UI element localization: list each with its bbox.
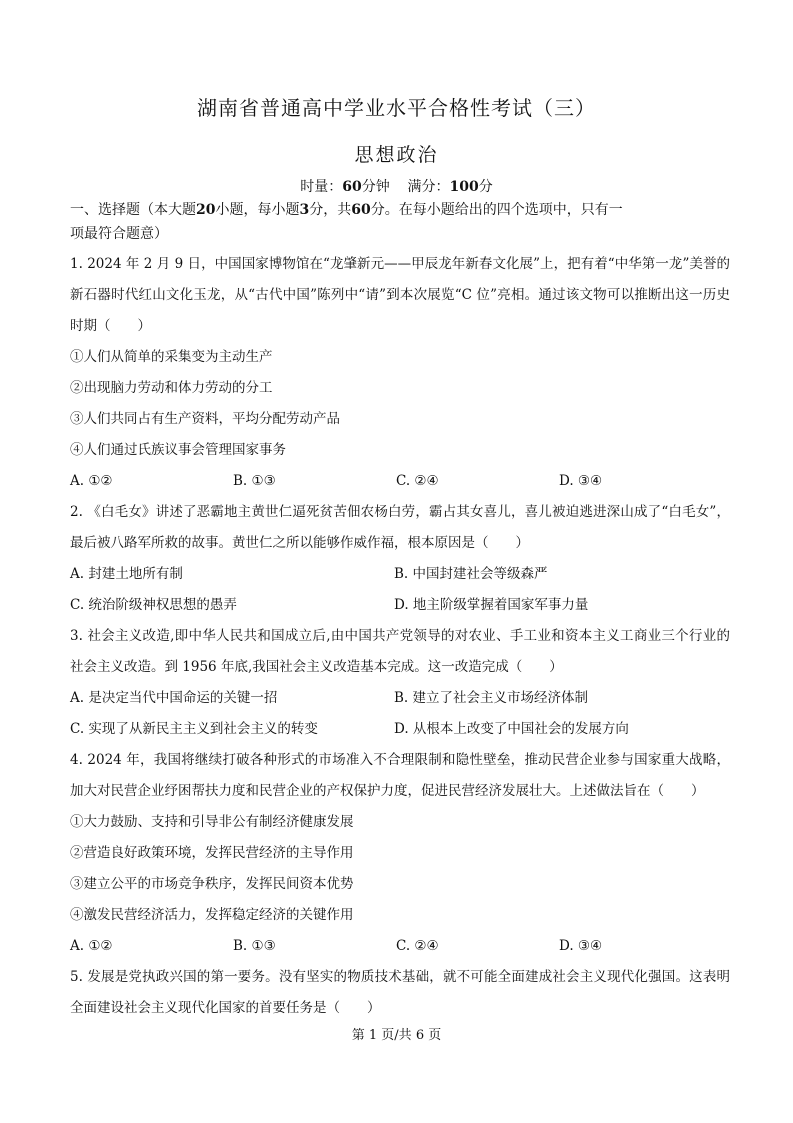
option-a: A. 是决定当代中国命运的关键一招 (70, 690, 278, 706)
subject-title: 思想政治 (354, 144, 439, 166)
time-unit: 分钟 (361, 179, 390, 195)
question-5 (70, 962, 730, 1024)
option-a: A. 封建土地所有制 (70, 566, 183, 582)
question-4-item-3: ③建立公平的市场竞争秩序，发挥民间资本优势 (70, 876, 354, 892)
score-value: 100 (449, 179, 479, 195)
option-d: D. 地主阶级掌握着国家军事力量 (394, 597, 589, 613)
question-1-item-2: ②出现脑力劳动和体力劳动的分工 (70, 380, 273, 396)
time-value: 60 (342, 179, 362, 195)
question-4-text: 4. 2024 年，我国将继续打破各种形式的市场准入不合理限制和隐性壁垒，推动民营企业参与国家重大战略，加大对民营企业纾困帮扶力度和民营企业的产权保护力度，促进民营经济发展壮大。上述做法旨在（ ） (70, 752, 730, 799)
option-d: D. ③④ (559, 473, 603, 489)
question-1-item-3: ③人们共同占有生产资料，平均分配劳动产品 (70, 411, 340, 427)
question-4-item-1: ①大力鼓励、支持和引导非公有制经济健康发展 (70, 814, 354, 830)
option-a: A. ①② (70, 938, 113, 954)
question-2-options-row-1 (70, 559, 730, 590)
question-4-item-2: ②营造良好政策环境，发挥民营经济的主导作用 (70, 845, 354, 861)
question-1-text: 1. 2024 年 2 月 9 日，中国国家博物馆在“龙肇新元——甲辰龙年新春文化展”上，把有着“中华第一龙”美誉的新石器时代红山文化玉龙，从“古代中国”陈列中“请”到本次展览“C 位”亮相。通过该文物可以推断出这一历史时期（ ） (70, 256, 730, 334)
question-1 (70, 249, 730, 497)
exam-info (0, 176, 793, 196)
time-label: 时量： (300, 179, 343, 195)
exam-title: 湖南省普通高中学业水平合格性考试（三） (197, 96, 596, 120)
option-c: C. 统治阶级神权思想的愚弄 (70, 597, 237, 613)
question-3-options-row-1 (70, 683, 730, 714)
option-d: D. 从根本上改变了中国社会的发展方向 (394, 721, 629, 737)
question-1-item-4: ④人们通过氏族议事会管理国家事务 (70, 442, 286, 458)
question-4-options (70, 931, 730, 962)
option-d: D. ③④ (559, 938, 603, 954)
question-3-options-row-2 (70, 714, 730, 745)
option-c: C. ②④ (396, 473, 439, 489)
question-4 (70, 745, 730, 962)
question-5-text: 5. 发展是党执政兴国的第一要务。没有坚实的物质技术基础，就不可能全面建成社会主义现代化强国。这表明全面建设社会主义现代化国家的首要任务是（ ） (70, 969, 730, 1016)
question-2-options-row-2 (70, 590, 730, 621)
option-b: B. ①③ (233, 938, 276, 954)
section-heading: 一、选择题（本大题20小题，每小题3分，共60分。在每小题给出的四个选项中，只有一 项最符合题意） (70, 202, 623, 242)
option-b: B. ①③ (233, 473, 276, 489)
question-3 (70, 621, 730, 745)
question-2 (70, 497, 730, 621)
option-c: C. 实现了从新民主主义到社会主义的转变 (70, 721, 318, 737)
page-footer: 第 1 页/共 6 页 (351, 1028, 442, 1043)
exam-content (70, 198, 730, 1024)
question-1-options (70, 466, 730, 497)
option-c: C. ②④ (396, 938, 439, 954)
score-label: 满分： (407, 179, 450, 195)
score-unit: 分 (478, 179, 493, 195)
question-4-item-4: ④激发民营经济活力，发挥稳定经济的关键作用 (70, 907, 354, 923)
option-a: A. ①② (70, 473, 113, 489)
question-1-item-1: ①人们从简单的采集变为主动生产 (70, 349, 273, 365)
question-2-text: 2. 《白毛女》讲述了恶霸地主黄世仁逼死贫苦佃农杨白劳，霸占其女喜儿，喜儿被迫逃进深山成了“白毛女”，最后被八路军所救的故事。黄世仁之所以能够作威作福，根本原因是（ ） (70, 504, 730, 551)
option-b: B. 中国封建社会等级森严 (394, 566, 548, 582)
option-b: B. 建立了社会主义市场经济体制 (394, 690, 589, 706)
question-3-text: 3. 社会主义改造,即中华人民共和国成立后,由中国共产党领导的对农业、手工业和资本主义工商业三个行业的社会主义改造。到 1956 年底,我国社会主义改造基本完成。这一改造完成（ ） (70, 628, 730, 675)
